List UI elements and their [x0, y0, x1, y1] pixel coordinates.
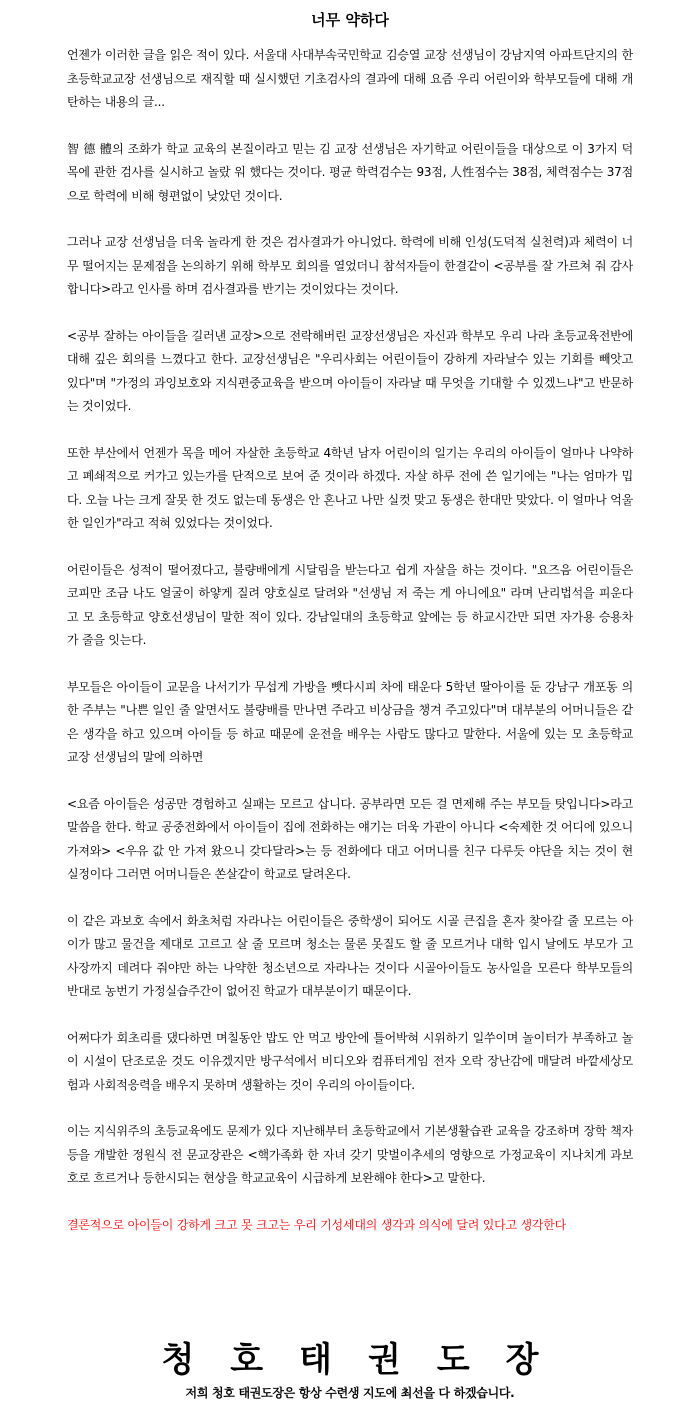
article-paragraph: 그러나 교장 선생님을 더욱 놀라게 한 것은 검사결과가 아니었다. 학력에 비해 인성(도덕적 실천력)과 체력이 너무 떨어지는 문제점을 논의하기 위해 학부모 회의를 열었더니 참석자들이 한결같이 <공부를 잘 가르쳐 줘 감사합니다>라고 인사를 하며 검사결과를 반기는 것이었다는 것이다. [67, 235, 633, 296]
article-paragraph: 어쩌다가 회초리를 댔다하면 며칠동안 밥도 안 먹고 방안에 틀어박혀 시위하기 일쑤이며 놀이터가 부족하고 놀이 시설이 단조로운 것도 이유겠지만 방구석에서 비디오와 컴퓨터게임 전자 오락 장난감에 매달려 바깥세상모험과 사회적응력을 배우지 못하며 생활하는 것이 우리의 아이들이다. [67, 1030, 633, 1092]
article-paragraph: 智 德 體의 조화가 학교 교육의 본질이라고 믿는 김 교장 선생님은 자기학교 어린이들을 대상으로 이 3가지 덕목에 관한 검사를 실시하고 놀랐 워 했다는 것이다. 평균 학력검수는 93점, 人性점수는 38점, 체력점수는 37점으로 학력에 비해 형편없이 낮았던 것이다. [67, 141, 633, 203]
article-conclusion: 결론적으로 아이들이 강하게 크고 못 크고는 우리 기성세대의 생각과 의식에 달려 있다고 생각한다 [67, 1217, 567, 1232]
article-body [67, 44, 633, 1260]
article-paragraph: 부모들은 아이들이 교문을 나서기가 무섭게 가방을 뺏다시피 차에 태운다 5학년 딸아이를 둔 강남구 개포동 의 한 주부는 "나쁜 일인 줄 알면서도 불량배를 만나면 주라고 비상금을 챙겨 주고있다"며 대부분의 어머니들은 같은 생각을 하고 있으며 아이들 등 하교 때문에 운전을 배우는 사람도 많다고 말한다. 서울에 있는 모 초등학교 교장 선생님의 말에 의하면 [67, 679, 633, 764]
article-title: 너무 약하다 [311, 11, 389, 29]
article-paragraph: 이는 지식위주의 초등교육에도 문제가 있다 지난해부터 초등학교에서 기본생활습관 교육을 강조하며 장학 책자등을 개발한 정원식 전 문교장관은 <핵가족화 한 자녀 갖기 맞벌이추세의 영향으로 가정교육이 지나치게 과보호로 흐르거나 등한시되는 현상을 학교교육이 시급하게 보완해야 한다>고 말한다. [67, 1124, 633, 1185]
dojang-name: 청호태권도장 [161, 1340, 575, 1380]
article-paragraph: 또한 부산에서 언젠가 목을 메어 자살한 초등학교 4학년 남자 어린이의 일기는 우리의 아이들이 얼마나 나약하고 폐쇄적으로 커가고 있는가를 단적으로 보여 준 것이라 하겠다. 자살 하루 전에 쓴 일기에는 "나는 엄마가 밉다. 오늘 나는 크게 잘못 한 것도 없는데 동생은 안 혼나고 나만 실컷 맞고 동생은 한대만 맞았다. 이 얼마나 억울한 일인가"라고 적혀 있었다는 것이었다. [67, 445, 633, 530]
article-paragraph: <공부 잘하는 아이들을 길러낸 교장>으로 전락해버린 교장선생님은 자신과 학부모 우리 나라 초등교육전반에 대해 깊은 회의를 느꼈다고 한다. 교장선생님은 "우리사회는 어린이들이 강하게 자라날수 있는 기회를 빼앗고 있다"며 "가정의 과잉보호와 지식편중교육을 받으며 아이들이 자라날 때 무엇을 기대할 수 있겠느냐"고 반문하는 것이었다. [67, 328, 633, 413]
article-paragraph: <요즘 아이들은 성공만 경험하고 실패는 모르고 삽니다. 공부라면 모든 걸 면제해 주는 부모들 탓입니다>라고 말씀을 한다. 학교 공중전화에서 아이들이 집에 전화하는 얘기는 더욱 가관이 아니다 <숙제한 것 어디에 있으니 가져와> <우유 값 안 가져 왔으니 갖다달라>는 등 전화에다 대고 어머니를 친구 다루듯 야단을 치는 것이 현 실정이다 그러면 어머니들은 쏜살같이 학교로 달려온다. [67, 796, 633, 881]
dojang-footer [0, 1340, 700, 1402]
article-paragraph: 어린이들은 성적이 떨어졌다고, 불량배에게 시달림을 받는다고 쉽게 자살을 하는 것이다. "요즈음 어린이들은 코피만 조금 나도 얼굴이 하얗게 질려 양호실로 달려와 "선생님 저 죽는 게 아니에요" 라며 난리법석을 피운다고 모 초등학교 양호선생님이 말한 적이 있다. 강남일대의 초등학교 앞에는 등 하교시간만 되면 자가용 승용차가 줄을 잇는다. [67, 562, 634, 647]
article-paragraph: 언젠가 이러한 글을 읽은 적이 있다. 서울대 사대부속국민학교 김승열 교장 선생님이 강남지역 아파트단지의 한 초등학교교장 선생님으로 재직할 때 실시했던 기초검사의 결과에 대해 요즘 우리 어린이와 학부모들에 대해 개탄하는 내용의 글... [67, 48, 633, 109]
article-paragraph: 이 같은 과보호 속에서 화초처럼 자라나는 어린이들은 중학생이 되어도 시골 큰집을 혼자 찾아갈 줄 모르는 아이가 많고 물건을 제대로 고르고 살 줄 모르며 청소는 물론 못질도 할 줄 모르거나 대학 입시 날에도 부모가 고사장까지 데려다 줘야만 하는 나약한 청소년으로 자라나는 것이다 시골아이들도 농사일을 모른다 학부모들의 반대로 농번기 가정실습주간이 없어진 학교가 대부분이기 때문이다. [67, 913, 634, 998]
dojang-slogan: 저희 청호 태권도장은 항상 수련생 지도에 최선을 다 하겠습니다. [185, 1386, 515, 1400]
